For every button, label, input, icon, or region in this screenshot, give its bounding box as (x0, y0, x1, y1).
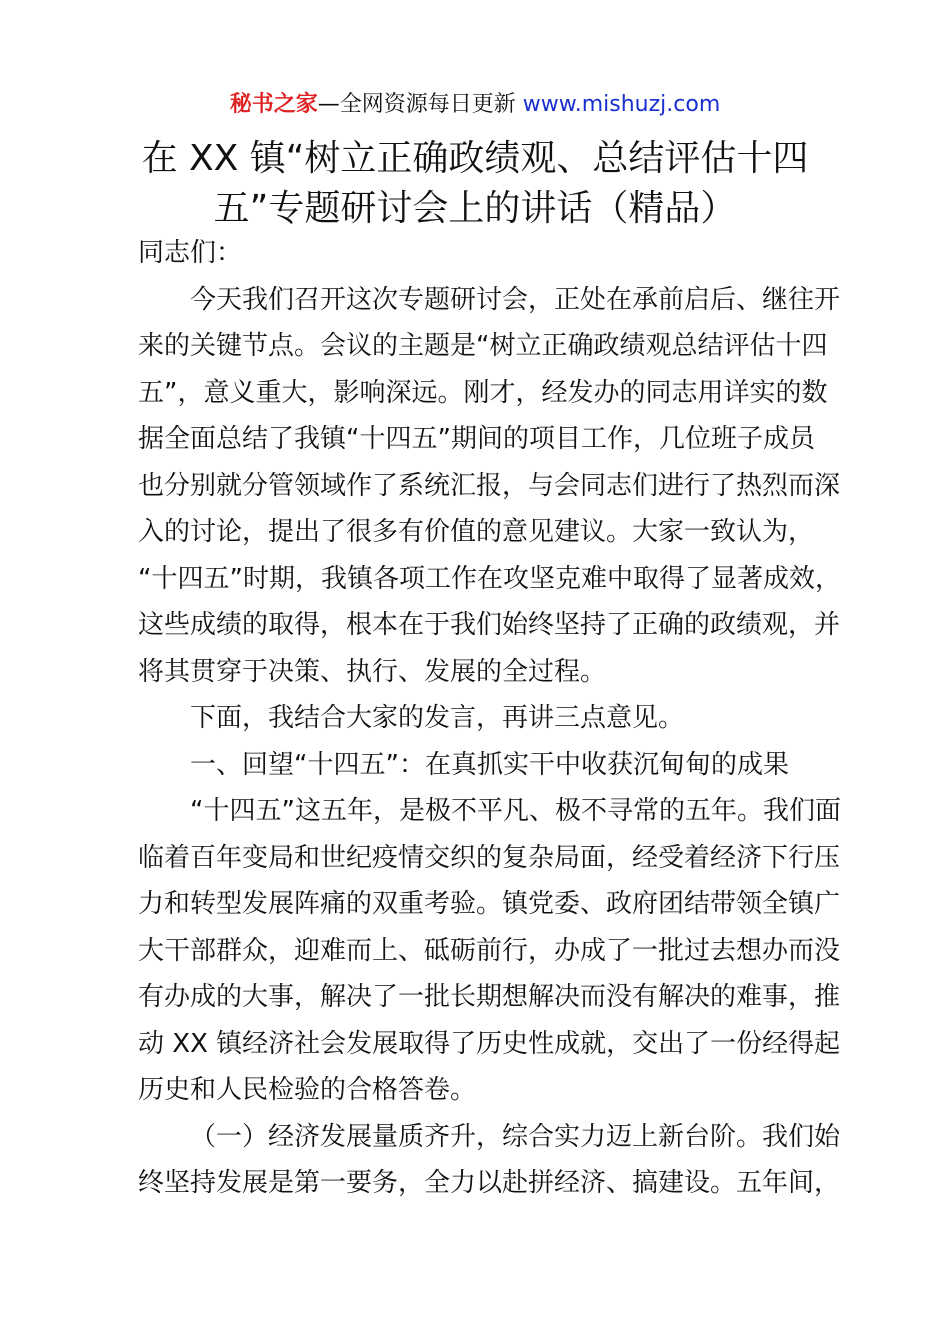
paragraph-line: 也分别就分管领域作了系统汇报，与会同志们进行了热烈而深 (138, 470, 841, 501)
paragraph-line: 大干部群众，迎难而上、砥砺前行，办成了一批过去想办而没 (138, 935, 841, 966)
title-line: 五”专题研讨会上的讲话（精品） (213, 188, 737, 229)
paragraph-line: 五”，意义重大，影响深远。刚才，经发办的同志用详实的数 (138, 377, 828, 408)
paragraph-line: 这些成绩的取得，根本在于我们始终坚持了正确的政绩观，并 (138, 610, 841, 640)
site-tagline: —全网资源每日更新 (317, 92, 523, 117)
paragraph-line: （一）经济发展量质齐升，综合实力迈上新台阶。我们始 (190, 1121, 841, 1152)
paragraph-line: 终坚持发展是第一要务，全力以赴拼经济、搞建设。五年间， (138, 1168, 841, 1198)
paragraph-line: 动 XX 镇经济社会发展取得了历史性成就，交出了一份经得起 (138, 1028, 841, 1059)
document-body (138, 230, 868, 1207)
site-header (0, 90, 950, 120)
paragraph-line: 今天我们召开这次专题研讨会，正处在承前启后、继往开 (190, 284, 841, 315)
paragraph-line: “十四五”这五年，是极不平凡、极不寻常的五年。我们面 (190, 796, 841, 826)
salutation: 同志们： (138, 238, 243, 268)
title-line: 在 XX 镇“树立正确政绩观、总结评估十四 (141, 138, 809, 179)
paragraph-line: “十四五”时期，我镇各项工作在攻坚克难中取得了显著成效， (138, 563, 841, 594)
site-brand: 秘书之家 (229, 92, 318, 117)
paragraph-line: 来的关键节点。会议的主题是“树立正确政绩观总结评估十四 (138, 331, 828, 361)
paragraph-line: 入的讨论，提出了很多有价值的意见建议。大家一致认为， (138, 517, 815, 547)
paragraph-line: 下面，我结合大家的发言，再讲三点意见。 (190, 703, 685, 733)
document-title (60, 134, 890, 234)
section-heading: 一、回望“十四五”：在真抓实干中收获沉甸甸的成果 (190, 749, 789, 780)
paragraph-line: 力和转型发展阵痛的双重考验。镇党委、政府团结带领全镇广 (138, 889, 841, 919)
paragraph-line: 据全面总结了我镇“十四五”期间的项目工作，几位班子成员 (138, 424, 815, 454)
paragraph-line: 有办成的大事，解决了一批长期想解决而没有解决的难事，推 (138, 982, 841, 1012)
site-url-link[interactable]: www.mishuzj.com (522, 92, 721, 117)
paragraph-line: 将其贯穿于决策、执行、发展的全过程。 (138, 656, 607, 687)
paragraph-line: 临着百年变局和世纪疫情交织的复杂局面，经受着经济下行压 (138, 842, 841, 873)
paragraph-line: 历史和人民检验的合格答卷。 (138, 1075, 477, 1105)
